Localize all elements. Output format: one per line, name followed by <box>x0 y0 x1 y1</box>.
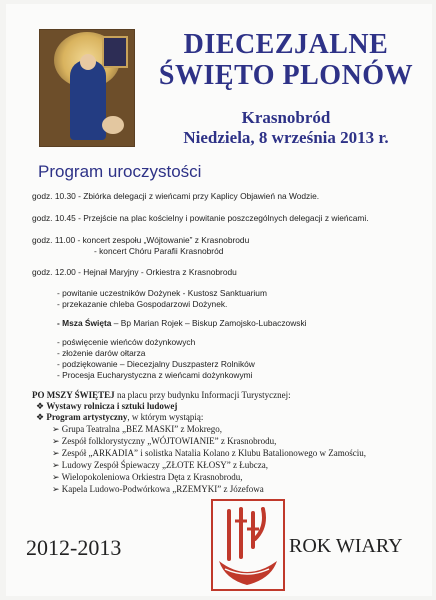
madonna-painting <box>39 29 135 147</box>
mass-label: - Msza Święta <box>57 318 112 328</box>
place-name: Krasnobród <box>241 108 331 127</box>
noon-item: - Procesja Eucharystyczna z wieńcami dożynkowymi <box>57 370 253 380</box>
after-mass-line <box>32 390 291 401</box>
noon-item: - podziękowanie – Diecezjalny Duszpasterz Rolników <box>57 359 255 369</box>
schedule-item: - koncert Chóru Parafii Krasnobród <box>94 246 224 256</box>
bullet-artistic-label: Program artystyczny <box>46 412 128 422</box>
performer-item: ➢ Zespół folklorystyczny „WÓJTOWIANIE” z Krasnobrodu, <box>52 436 277 446</box>
after-mass-location: na placu przy budynku Informacji Turystycznej: <box>114 390 291 400</box>
title-line-2: ŚWIĘTO PLONÓW <box>158 60 414 91</box>
performer-item: ➢ Kapela Ludowo-Podwórkowa „RZEMYKI” z Józefowa <box>52 484 264 494</box>
program-title: Program uroczystości <box>38 162 202 181</box>
schedule-item: godz. 10.30 - Zbiórka delegacji z wieńcami przy Kaplicy Objawień na Wodzie. <box>32 191 320 201</box>
arrow-bullet-icon: ➢ <box>52 472 60 482</box>
arrow-bullet-icon: ➢ <box>52 424 60 434</box>
schedule-item: godz. 11.00 - koncert zespołu „Wójtowanie” z Krasnobrodu <box>32 235 250 245</box>
arrow-bullet-icon: ➢ <box>52 460 60 470</box>
schedule-item: godz. 12.00 - Hejnał Maryjny - Orkiestra z Krasnobrodu <box>32 267 237 277</box>
poster-page <box>6 4 432 596</box>
arrow-bullet-icon: ➢ <box>52 436 60 446</box>
bullet-line <box>36 401 177 412</box>
schedule-item: godz. 10.45 - Przejście na plac kościelny i powitanie poszczególnych delegacji z wieńcami. <box>32 213 369 223</box>
mass-line <box>57 318 307 329</box>
noon-item: - powitanie uczestników Dożynek - Kustosz Sanktuarium <box>57 288 267 298</box>
performer-item: ➢ Grupa Teatralna „BEZ MASKI” z Mokrego, <box>52 424 222 434</box>
footer-years: 2012-2013 <box>26 535 122 560</box>
performer-item: ➢ Wielopokoleniowa Orkiestra Dęta z Krasnobrodu, <box>52 472 243 482</box>
diamond-bullet-icon: ❖ <box>36 401 45 411</box>
diamond-bullet-icon: ❖ <box>36 412 45 422</box>
noon-item: - złożenie darów ołtarza <box>57 348 146 358</box>
arrow-bullet-icon: ➢ <box>52 448 60 458</box>
bullet-artistic-rest: , w którym wystąpią: <box>127 412 204 422</box>
performer-item: ➢ Ludowy Zespół Śpiewaczy „ZŁOTE KŁOSY” z Łubcza, <box>52 460 268 470</box>
arrow-bullet-icon: ➢ <box>52 484 60 494</box>
bullet-line <box>36 412 203 423</box>
after-mass-label: PO MSZY ŚWIĘTEJ <box>32 390 115 400</box>
bullet-exhibition: Wystawy rolnicza i sztuki ludowej <box>46 401 178 411</box>
footer-title: ROK WIARY <box>289 535 403 557</box>
year-of-faith-logo <box>211 499 285 591</box>
performer-item: ➢ Zespół „ARKADIA” i solistka Natalia Kolano z Klubu Batalionowego w Zamościu, <box>52 448 366 458</box>
title-line-1: DIECEZJALNE <box>183 29 389 60</box>
noon-item: - przekazanie chleba Gospodarzowi Dożynek. <box>57 299 228 309</box>
mass-celebrant: – Bp Marian Rojek – Biskup Zamojsko-Lubaczowski <box>111 318 307 328</box>
noon-item: - poświęcenie wieńców dożynkowych <box>57 337 196 347</box>
event-date: Niedziela, 8 września 2013 r. <box>183 128 389 147</box>
